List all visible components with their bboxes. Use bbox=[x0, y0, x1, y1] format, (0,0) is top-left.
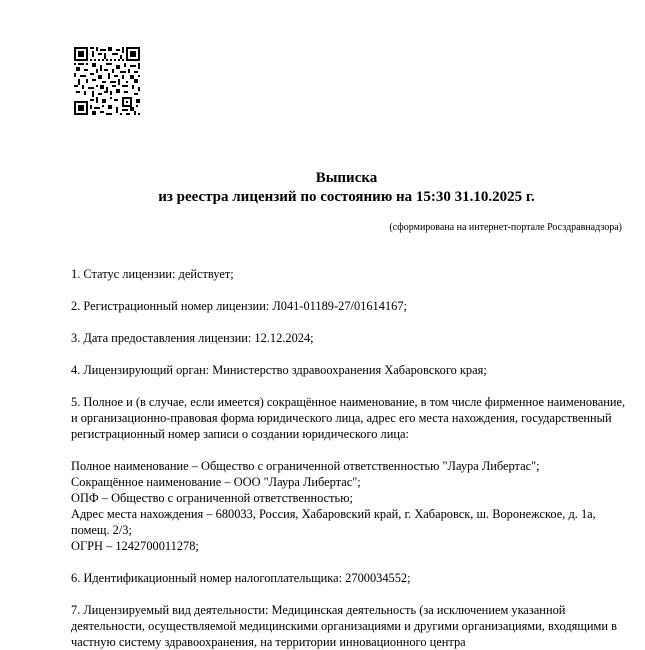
document-subtitle: из реестра лицензий по состоянию на 15:30 31.10.2025 г. bbox=[158, 189, 535, 205]
short-name: Сокращённое наименование – ООО "Лаура Либертас"; bbox=[71, 475, 361, 489]
inn: 6. Идентификационный номер налогоплательщика: 2700034552; bbox=[71, 571, 411, 585]
qr-code bbox=[74, 47, 140, 115]
licensed-activity: 7. Лицензируемый вид деятельности: Медицинская деятельность (за исключением указанной деятельности, осуществляемой медицинскими организациями и другими организациями, входящими в частную систему здравоохранения, на территории инновационного центра bbox=[71, 603, 617, 649]
issue-date: 3. Дата предоставления лицензии: 12.12.2024; bbox=[71, 331, 314, 345]
entity-names-heading: 5. Полное и (в случае, если имеется) сокращённое наименование, в том числе фирменное наименование, и организационно-правовая форма юридического лица, адрес его места нахождения, государственный регистрационный номер записи о создании юридического лица: bbox=[71, 395, 626, 441]
document-title: Выписка bbox=[315, 170, 378, 186]
address: Адрес места нахождения – 680033, Россия, Хабаровский край, г. Хабаровск, ш. Воронежское, д. 1а, помещ. 2/3; bbox=[71, 507, 596, 537]
registration-number: 2. Регистрационный номер лицензии: Л041-01189-27/01614167; bbox=[71, 299, 407, 313]
source-note: (сформирована на интернет-портале Росздравнадзора) bbox=[389, 222, 622, 233]
license-status: 1. Статус лицензии: действует; bbox=[71, 267, 234, 281]
licensing-authority: 4. Лицензирующий орган: Министерство здравоохранения Хабаровского края; bbox=[71, 363, 487, 377]
legal-form: ОПФ – Общество с ограниченной ответственностью; bbox=[71, 491, 353, 505]
ogrn: ОГРН – 1242700011278; bbox=[71, 539, 199, 553]
license-details bbox=[71, 266, 631, 650]
full-name: Полное наименование – Общество с ограниченной ответственностью "Лаура Либертас"; bbox=[71, 459, 540, 473]
